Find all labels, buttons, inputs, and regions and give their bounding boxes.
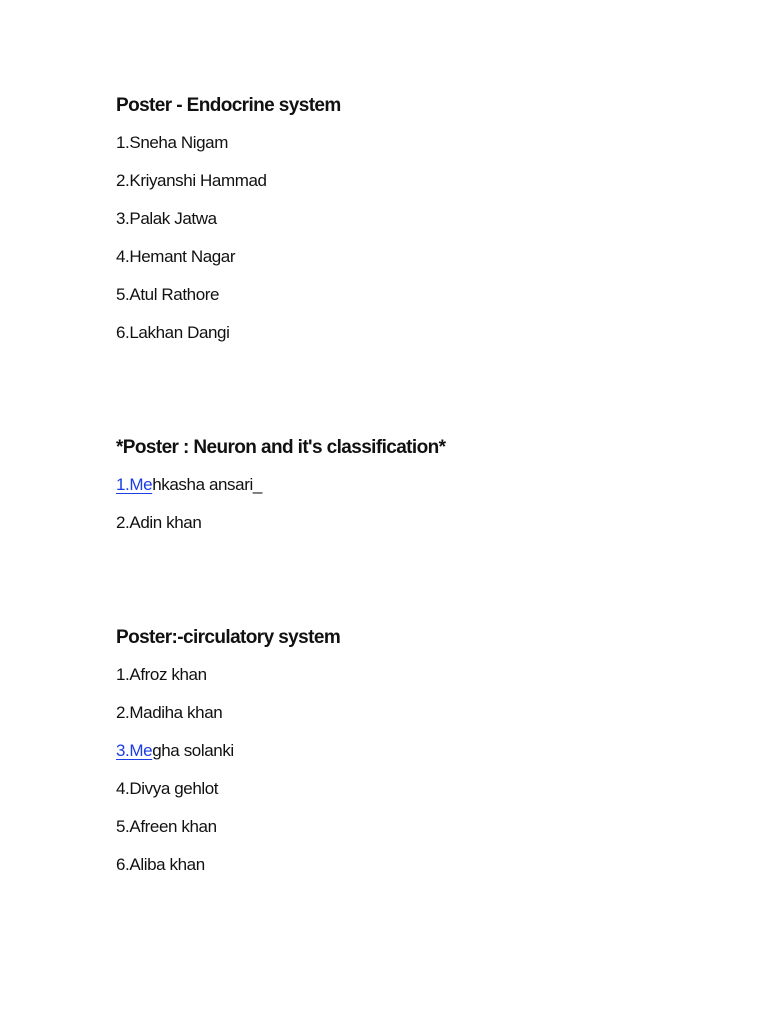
list-item: [116, 284, 676, 306]
name-list: [116, 474, 676, 534]
list-item: [116, 132, 676, 154]
list-item: [116, 512, 676, 534]
item-text: 6.Aliba khan: [116, 855, 205, 874]
list-item: [116, 208, 676, 230]
item-text: 1.Afroz khan: [116, 665, 207, 684]
item-text: 5.Afreen khan: [116, 817, 217, 836]
item-text: 2.Adin khan: [116, 513, 202, 532]
list-item: [116, 702, 676, 724]
section-heading: *Poster : Neuron and it's classification*: [116, 437, 446, 458]
name-list: [116, 132, 676, 344]
list-item: [116, 246, 676, 268]
section-neuron: [116, 436, 676, 534]
item-text: gha solanki: [152, 741, 234, 760]
list-item: [116, 740, 676, 762]
list-item: [116, 170, 676, 192]
item-text: 4.Hemant Nagar: [116, 247, 236, 266]
section-endocrine: [116, 94, 676, 344]
item-text: 5.Atul Rathore: [116, 285, 220, 304]
list-item: [116, 322, 676, 344]
item-text: 2.Kriyanshi Hammad: [116, 171, 267, 190]
item-text: 2.Madiha khan: [116, 703, 223, 722]
item-text: hkasha ansari_: [152, 475, 262, 494]
item-link[interactable]: 1.Me: [116, 475, 153, 494]
section-circulatory: [116, 626, 676, 876]
list-item: [116, 664, 676, 686]
item-link[interactable]: 3.Me: [116, 741, 153, 760]
item-text: 1.Sneha Nigam: [116, 133, 228, 152]
list-item: [116, 474, 676, 496]
list-item: [116, 854, 676, 876]
list-item: [116, 778, 676, 800]
list-item: [116, 816, 676, 838]
name-list: [116, 664, 676, 876]
section-heading: Poster:-circulatory system: [116, 627, 341, 648]
item-text: 3.Palak Jatwa: [116, 209, 217, 228]
item-text: 6.Lakhan Dangi: [116, 323, 230, 342]
item-text: 4.Divya gehlot: [116, 779, 219, 798]
section-heading: Poster - Endocrine system: [116, 95, 341, 116]
